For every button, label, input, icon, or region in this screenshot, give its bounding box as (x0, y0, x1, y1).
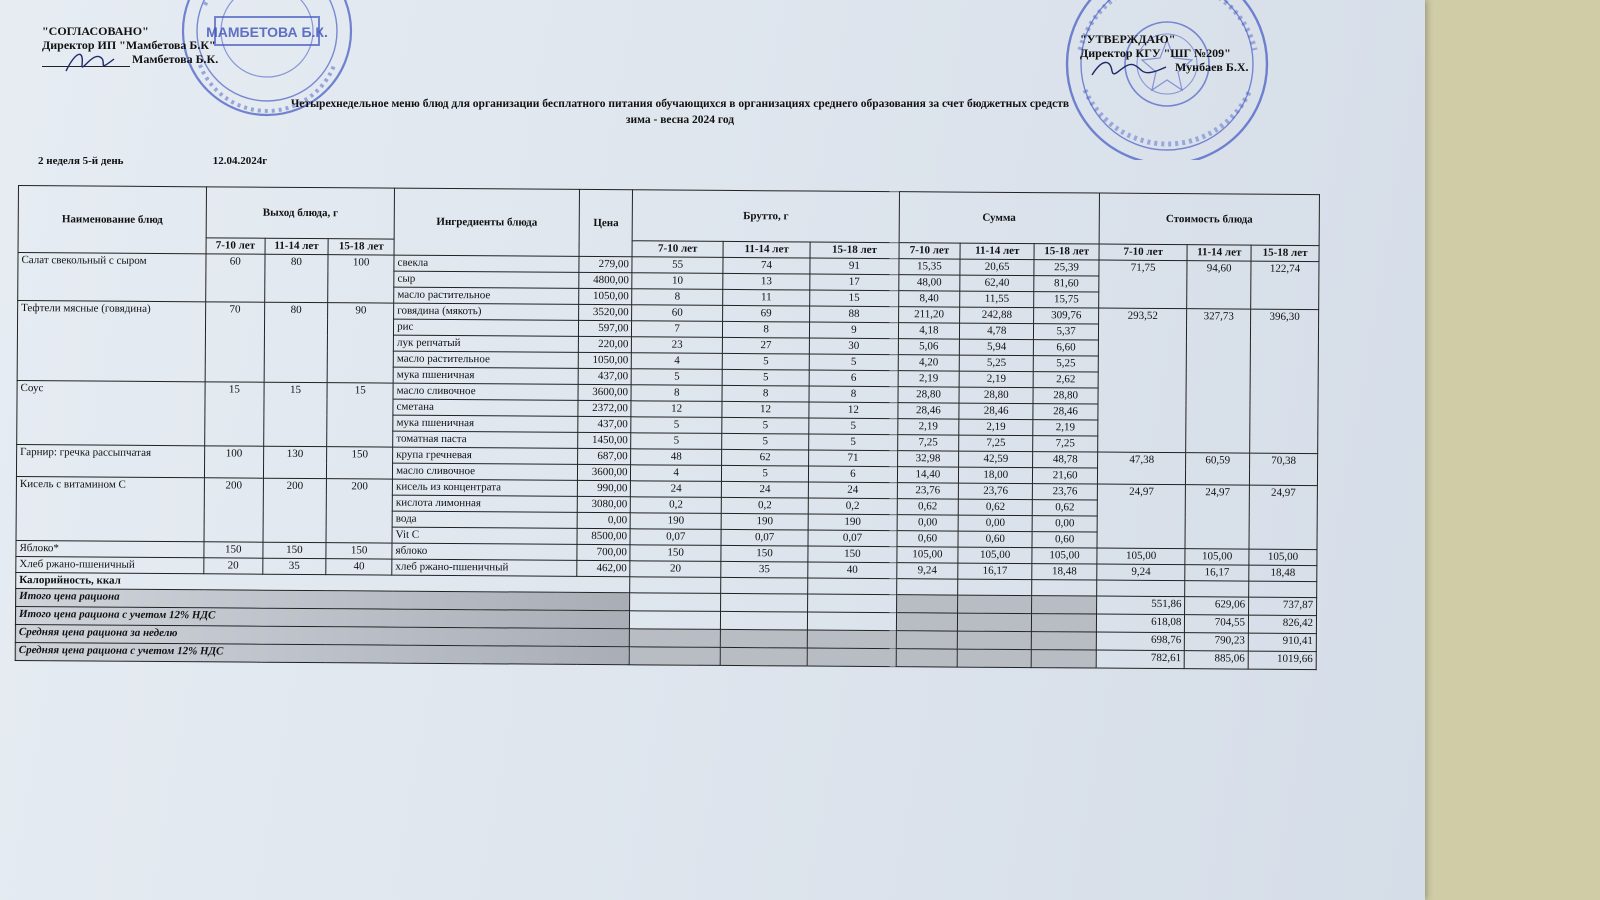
header-age: 15-18 лет (810, 242, 898, 259)
ingredient-sum: 242,88 (960, 307, 1034, 324)
empty-cell (630, 593, 721, 612)
ingredient-sum: 4,18 (898, 323, 960, 339)
dish-cost: 24,97 (1097, 484, 1186, 549)
total-value: 782,61 (1096, 650, 1184, 669)
ingredient-price: 4800,00 (579, 272, 633, 288)
dish-output: 200 (204, 478, 263, 542)
empty-cell (958, 579, 1032, 596)
menu-table (15, 185, 1320, 670)
ingredient-brutto: 48 (631, 449, 722, 466)
dish-output: 60 (206, 254, 265, 302)
empty-cell (630, 629, 721, 648)
ingredient-brutto: 88 (810, 306, 898, 323)
ingredient-name: сметана (393, 399, 578, 416)
ingredient-name: кислота лимонная (392, 495, 577, 512)
ingredient-brutto: 62 (721, 449, 808, 466)
ingredient-sum: 14,40 (897, 467, 959, 483)
ingredient-sum: 7,25 (959, 435, 1033, 452)
ingredient-price: 220,00 (578, 336, 632, 352)
ingredient-name: масло растительное (394, 287, 579, 304)
total-label: Итого цена рациона (16, 588, 631, 610)
ingredient-price: 1050,00 (578, 352, 632, 368)
ingredient-brutto: 9 (810, 322, 898, 339)
ingredient-price: 437,00 (578, 416, 632, 432)
menu-table-body (15, 253, 1319, 670)
total-value: 910,41 (1248, 633, 1316, 651)
header-age: 11-14 лет (960, 243, 1034, 260)
ingredient-brutto: 12 (631, 401, 722, 418)
ingredient-name: говядина (мякоть) (394, 303, 579, 320)
ingredient-brutto: 23 (632, 337, 723, 354)
empty-cell (896, 579, 958, 595)
header-age: 11-14 лет (723, 241, 810, 258)
ingredient-brutto: 11 (723, 289, 810, 306)
calories-label: Калорийность, ккал (16, 572, 631, 592)
empty-cell (808, 612, 896, 631)
ingredient-brutto: 8 (632, 289, 723, 306)
approval-right-line2: Мунбаев Б.Х. (1175, 60, 1249, 74)
empty-cell (808, 578, 896, 595)
ingredient-sum: 5,06 (898, 339, 960, 355)
ingredient-name: яблоко (392, 543, 577, 560)
ingredient-brutto: 5 (631, 433, 722, 450)
total-value: 737,87 (1249, 597, 1317, 615)
ingredient-sum: 5,25 (1033, 356, 1098, 372)
ingredient-sum: 105,00 (896, 547, 958, 563)
ingredient-name: сыр (394, 271, 579, 288)
ingredient-sum: 0,62 (897, 499, 959, 515)
ingredient-sum: 9,24 (896, 563, 958, 579)
ingredient-price: 597,00 (579, 320, 633, 336)
ingredient-sum: 0,60 (1032, 532, 1097, 548)
ingredient-price: 3600,00 (578, 464, 632, 480)
day-line (38, 155, 267, 167)
ingredient-sum: 28,46 (959, 403, 1033, 420)
ingredient-brutto: 24 (721, 481, 808, 498)
ingredient-sum: 48,78 (1033, 452, 1098, 468)
dish-cost: 71,75 (1099, 260, 1188, 309)
ingredient-sum: 25,39 (1034, 260, 1099, 276)
ingredient-sum: 28,46 (1033, 404, 1098, 420)
ingredient-brutto: 8 (722, 321, 809, 338)
empty-cell (720, 611, 807, 630)
ingredient-name: рис (394, 319, 579, 336)
ingredient-sum: 0,60 (897, 531, 959, 547)
empty-cell (958, 595, 1032, 614)
dish-cost: 47,38 (1097, 452, 1186, 485)
ingredient-brutto: 20 (630, 561, 721, 578)
total-value: 1019,66 (1248, 651, 1316, 669)
week-day-label: 2 неделя 5-й день (38, 155, 124, 167)
header-sum: Сумма (899, 192, 1100, 244)
dish-cost: 70,38 (1249, 453, 1317, 485)
svg-text:МАМБЕТОВА Б.К.: МАМБЕТОВА Б.К. (206, 24, 328, 40)
approval-left-line2: Мамбетова Б.К. (132, 52, 219, 66)
ingredient-sum: 0,60 (958, 531, 1032, 548)
ingredient-price: 1050,00 (579, 288, 633, 304)
empty-cell (1249, 581, 1317, 597)
ingredient-sum: 15,35 (899, 259, 961, 275)
ingredient-brutto: 150 (721, 545, 808, 562)
dish-cost: 396,30 (1250, 309, 1319, 453)
empty-cell (808, 594, 896, 613)
ingredient-sum: 5,25 (959, 355, 1033, 372)
ingredient-sum: 2,19 (898, 371, 960, 387)
ingredient-price: 279,00 (579, 256, 633, 272)
dish-output: 80 (264, 254, 328, 302)
dish-name: Гарнир: гречка рассыпчатая (16, 444, 204, 477)
header-dish-name: Наименование блюд (18, 186, 207, 254)
dish-output: 40 (326, 559, 392, 575)
total-value: 826,42 (1248, 615, 1316, 633)
empty-cell (1031, 650, 1096, 668)
ingredient-name: крупа гречневая (393, 447, 578, 464)
ingredient-brutto: 5 (631, 417, 722, 434)
empty-cell (958, 631, 1032, 650)
ingredient-brutto: 190 (721, 513, 808, 530)
empty-cell (1185, 581, 1249, 597)
ingredient-name: томатная паста (393, 431, 578, 448)
empty-cell (1032, 632, 1097, 650)
ingredient-sum: 18,00 (959, 467, 1033, 484)
header-age: 15-18 лет (1251, 245, 1319, 261)
ingredient-brutto: 0,2 (808, 498, 896, 515)
empty-cell (630, 647, 721, 666)
ingredient-brutto: 12 (809, 402, 897, 419)
ingredient-sum: 211,20 (898, 307, 960, 323)
dish-output: 15 (327, 383, 393, 447)
empty-cell (1032, 580, 1097, 596)
ingredient-brutto: 6 (809, 466, 897, 483)
ingredient-sum: 62,40 (960, 275, 1034, 292)
ingredient-name: вода (392, 511, 577, 528)
ingredient-brutto: 40 (808, 562, 896, 579)
ingredient-sum: 2,19 (1033, 420, 1098, 436)
header-cost: Стоимость блюда (1099, 193, 1319, 246)
ingredient-brutto: 0,07 (808, 530, 896, 547)
ingredient-sum: 5,37 (1034, 324, 1099, 340)
header-ingredients: Ингредиенты блюда (394, 188, 579, 256)
ingredient-sum: 28,80 (1033, 388, 1098, 404)
ingredient-sum: 23,76 (1033, 484, 1098, 500)
total-value: 551,86 (1097, 596, 1185, 615)
ingredient-brutto: 91 (810, 258, 898, 275)
empty-cell (896, 649, 958, 667)
empty-cell (808, 630, 896, 649)
empty-cell (896, 595, 958, 613)
dish-output: 200 (263, 478, 327, 542)
ingredient-sum: 81,60 (1034, 276, 1099, 292)
ingredient-brutto: 8 (722, 385, 809, 402)
document-title (230, 96, 1130, 128)
ingredient-brutto: 5 (809, 354, 897, 371)
dish-output: 150 (263, 542, 327, 558)
dish-cost: 327,73 (1186, 309, 1251, 453)
ingredient-sum: 105,00 (1032, 548, 1097, 564)
signature-left (62, 45, 122, 77)
signature-right (1090, 55, 1170, 85)
dish-output: 80 (264, 302, 328, 382)
dish-output: 20 (204, 558, 263, 574)
dish-cost: 105,00 (1185, 549, 1249, 565)
dish-name: Хлеб ржано-пшеничный (16, 556, 204, 573)
dish-output: 200 (326, 479, 392, 543)
ingredient-brutto: 5 (722, 353, 809, 370)
total-label: Итого цена рациона с учетом 12% НДС (15, 606, 630, 628)
ingredient-brutto: 0,07 (630, 529, 721, 546)
ingredient-brutto: 13 (723, 273, 810, 290)
ingredient-brutto: 55 (632, 257, 723, 274)
dish-cost: 122,74 (1251, 261, 1319, 309)
dish-output: 150 (204, 542, 263, 558)
ingredient-price: 687,00 (578, 448, 632, 464)
dish-output: 100 (328, 255, 394, 303)
approval-right-line1: Директор КГУ "ШГ №209" (1080, 46, 1231, 60)
ingredient-brutto: 0,07 (721, 529, 808, 546)
ingredient-sum: 7,25 (1033, 436, 1098, 452)
ingredient-sum: 2,19 (959, 419, 1033, 436)
ingredient-sum: 309,76 (1034, 308, 1099, 324)
ingredient-sum: 32,98 (897, 451, 959, 467)
ingredient-sum: 8,40 (898, 291, 960, 307)
ingredient-price: 0,00 (577, 512, 631, 528)
ingredient-brutto: 7 (632, 321, 723, 338)
header-brutto: Брутто, г (633, 190, 899, 243)
ingredient-sum: 0,00 (1032, 516, 1097, 532)
ingredient-sum: 4,78 (960, 323, 1034, 340)
ingredient-price: 990,00 (577, 480, 631, 496)
empty-cell (807, 648, 895, 667)
ingredient-brutto: 150 (630, 545, 721, 562)
ingredient-sum: 28,80 (959, 387, 1033, 404)
ingredient-sum: 23,76 (959, 483, 1033, 500)
header-age: 7-10 лет (899, 243, 961, 259)
ingredient-sum: 21,60 (1033, 468, 1098, 484)
ingredient-price: 8500,00 (577, 528, 631, 544)
ingredient-sum: 48,00 (898, 275, 960, 291)
ingredient-brutto: 24 (809, 482, 897, 499)
header-price: Цена (579, 189, 633, 256)
ingredient-brutto: 15 (810, 290, 898, 307)
empty-cell (720, 593, 807, 612)
approval-left-heading: "СОГЛАСОВАНО" (42, 24, 149, 38)
ingredient-price: 1450,00 (578, 432, 632, 448)
ingredient-sum: 2,19 (897, 419, 959, 435)
header-age: 7-10 лет (1099, 244, 1187, 261)
ingredient-sum: 42,59 (959, 451, 1033, 468)
ingredient-sum: 7,25 (897, 435, 959, 451)
ingredient-brutto: 190 (631, 513, 722, 530)
dish-output: 15 (205, 382, 264, 446)
ingredient-price: 3080,00 (577, 496, 631, 512)
ingredient-name: масло сливочное (393, 463, 578, 480)
ingredient-brutto: 12 (722, 401, 809, 418)
ingredient-brutto: 10 (632, 273, 723, 290)
dish-output: 70 (205, 302, 264, 382)
ingredient-brutto: 71 (809, 450, 897, 467)
ingredient-sum: 28,80 (898, 387, 960, 403)
ingredient-brutto: 0,2 (721, 497, 808, 514)
dish-cost: 24,97 (1249, 485, 1317, 549)
total-label: Средняя цена рациона за неделю (15, 624, 630, 646)
ingredient-brutto: 5 (722, 417, 809, 434)
dish-output: 150 (327, 447, 393, 479)
dish-output: 90 (327, 303, 393, 383)
empty-cell (957, 649, 1031, 668)
header-age: 7-10 лет (632, 241, 723, 258)
ingredient-sum: 23,76 (897, 483, 959, 499)
ingredient-name: мука пшеничная (393, 415, 578, 432)
ingredient-brutto: 8 (809, 386, 897, 403)
ingredient-brutto: 6 (809, 370, 897, 387)
header-age: 11-14 лет (265, 238, 329, 254)
approval-right-heading: "УТВЕРЖДАЮ" (1080, 32, 1176, 46)
dish-cost: 105,00 (1097, 548, 1185, 565)
total-value: 790,23 (1185, 633, 1249, 651)
dish-name: Салат свекольный с сыром (18, 253, 206, 302)
ingredient-brutto: 4 (631, 465, 722, 482)
ingredient-name: лук репчатый (393, 335, 578, 352)
dish-cost: 105,00 (1249, 549, 1317, 565)
empty-cell (720, 629, 807, 648)
ingredient-name: мука пшеничная (393, 367, 578, 384)
ingredient-brutto: 5 (721, 465, 808, 482)
dish-output: 100 (205, 446, 264, 478)
dish-name: Кисель с витамином С (16, 476, 204, 541)
ingredient-brutto: 35 (721, 561, 808, 578)
empty-cell (720, 647, 807, 666)
dish-cost: 18,48 (1249, 565, 1317, 581)
ingredient-brutto: 5 (809, 418, 897, 435)
dish-cost: 293,52 (1098, 308, 1187, 453)
header-age: 11-14 лет (1187, 245, 1251, 261)
header-age: 15-18 лет (328, 239, 394, 255)
ingredient-brutto: 5 (809, 434, 897, 451)
ingredient-brutto: 8 (631, 385, 722, 402)
ingredient-name: Vit C (392, 527, 577, 544)
ingredient-price: 3600,00 (578, 384, 632, 400)
ingredient-sum: 0,62 (1032, 500, 1097, 516)
ingredient-price: 2372,00 (578, 400, 632, 416)
ingredient-brutto: 27 (722, 337, 809, 354)
ingredient-sum: 2,19 (959, 371, 1033, 388)
ingredient-price: 437,00 (578, 368, 632, 384)
ingredient-sum: 28,46 (897, 403, 959, 419)
header-age: 7-10 лет (206, 238, 265, 254)
empty-cell (1097, 580, 1185, 597)
dish-cost: 60,59 (1186, 453, 1250, 485)
ingredient-price: 700,00 (577, 544, 631, 560)
ingredient-name: хлеб ржано-пшеничный (392, 559, 577, 576)
ingredient-name: кисель из концентрата (392, 479, 577, 496)
ingredient-sum: 20,65 (960, 259, 1034, 276)
ingredient-price: 3520,00 (579, 304, 633, 320)
ingredient-name: свекла (394, 255, 579, 272)
empty-cell (630, 611, 721, 630)
ingredient-name: масло растительное (393, 351, 578, 368)
ingredient-sum: 0,00 (958, 515, 1032, 532)
title-line1: Четырехнедельное меню блюд для организации бесплатного питания обучающихся в организациях среднего образования за счет бюджетных средств (290, 98, 1070, 110)
empty-cell (896, 631, 958, 649)
title-line2: зима - весна 2024 год (625, 114, 735, 126)
ingredient-sum: 11,55 (960, 291, 1034, 308)
ingredient-sum: 6,60 (1034, 340, 1099, 356)
dish-cost: 94,60 (1187, 261, 1251, 309)
ingredient-brutto: 0,2 (631, 497, 722, 514)
dish-output: 15 (263, 382, 327, 446)
ingredient-sum: 105,00 (958, 547, 1032, 564)
ingredient-brutto: 190 (808, 514, 896, 531)
total-label: Средняя цена рациона с учетом 12% НДС (15, 642, 630, 664)
header-age: 15-18 лет (1034, 244, 1099, 260)
ingredient-brutto: 5 (722, 433, 809, 450)
approval-left-line1: Директор ИП "Мамбетова Б.К" (42, 38, 216, 52)
dish-cost: 16,17 (1185, 565, 1249, 581)
ingredient-sum: 0,00 (897, 515, 959, 531)
ingredient-price: 462,00 (577, 560, 631, 576)
empty-cell (721, 577, 808, 594)
ingredient-brutto: 60 (632, 305, 723, 322)
total-value: 885,06 (1185, 651, 1249, 669)
ingredient-brutto: 150 (808, 546, 896, 563)
dish-output: 150 (326, 543, 392, 559)
total-value: 704,55 (1185, 615, 1249, 633)
empty-cell (896, 613, 958, 631)
ingredient-sum: 2,62 (1033, 372, 1098, 388)
dish-name: Яблоко* (16, 540, 204, 557)
ingredient-sum: 4,20 (898, 355, 960, 371)
dish-output: 130 (263, 446, 327, 478)
ingredient-sum: 16,17 (958, 563, 1032, 580)
ingredient-brutto: 4 (632, 353, 723, 370)
total-value: 618,08 (1096, 614, 1184, 633)
empty-cell (1032, 596, 1097, 614)
total-value: 698,76 (1096, 632, 1184, 651)
ingredient-brutto: 69 (722, 305, 809, 322)
ingredient-brutto: 17 (810, 274, 898, 291)
total-value: 629,06 (1185, 597, 1249, 615)
ingredient-brutto: 24 (631, 481, 722, 498)
ingredient-brutto: 5 (722, 369, 809, 386)
dish-cost: 9,24 (1097, 564, 1185, 581)
dish-cost: 24,97 (1185, 485, 1249, 549)
header-output: Выход блюда, г (206, 187, 394, 239)
dish-output: 35 (262, 558, 326, 574)
menu-date: 12.04.2024г (212, 155, 268, 167)
ingredient-sum: 18,48 (1032, 564, 1097, 580)
ingredient-brutto: 74 (723, 257, 810, 274)
dish-name: Тефтели мясные (говядина) (17, 301, 206, 382)
ingredient-name: масло сливочное (393, 383, 578, 400)
ingredient-sum: 15,75 (1034, 292, 1099, 308)
ingredient-brutto: 5 (632, 369, 723, 386)
ingredient-brutto: 30 (810, 338, 898, 355)
empty-cell (1032, 614, 1097, 632)
dish-name: Соус (17, 380, 205, 445)
ingredient-sum: 0,62 (958, 499, 1032, 516)
ingredient-sum: 5,94 (960, 339, 1034, 356)
empty-cell (958, 613, 1032, 632)
empty-cell (630, 577, 721, 594)
